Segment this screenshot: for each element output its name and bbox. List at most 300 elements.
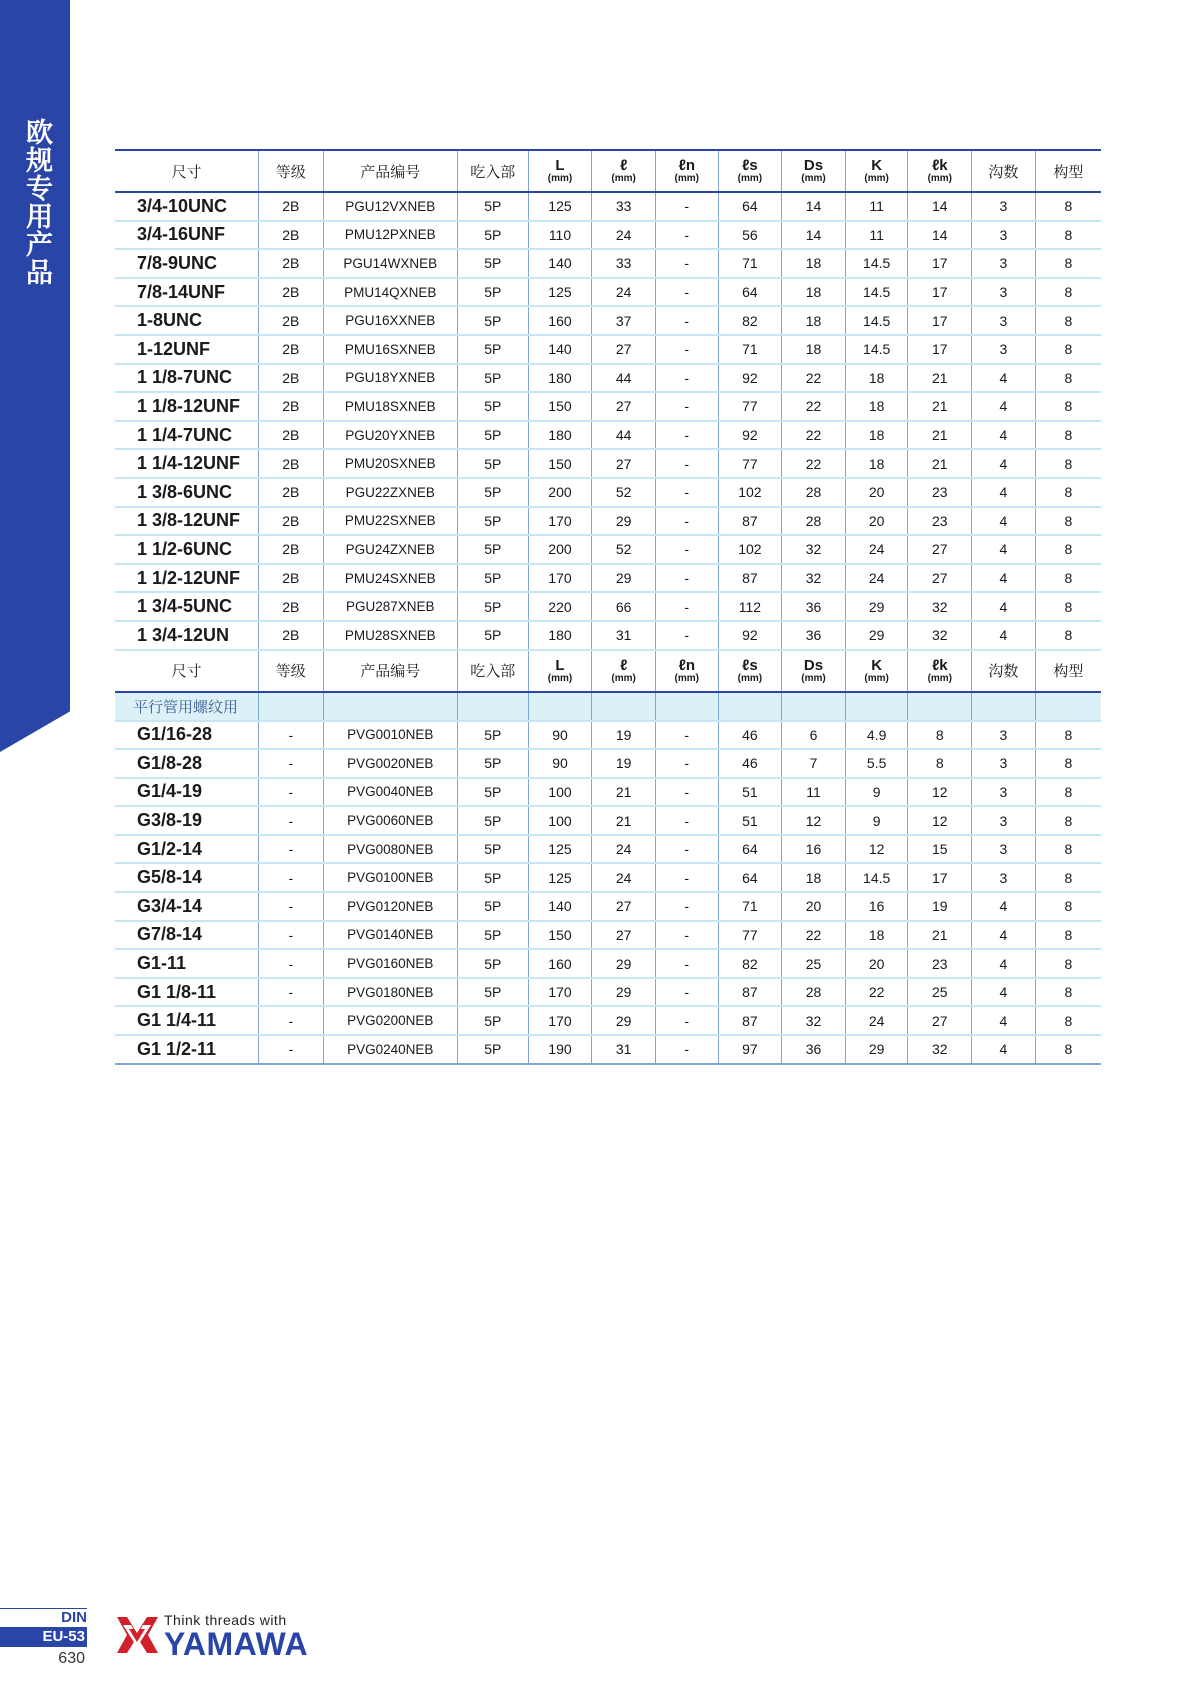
table-cell: 97 [718, 1035, 782, 1064]
table-cell: 5P [457, 564, 528, 593]
table-cell: 8 [1035, 978, 1101, 1007]
table-cell: 20 [845, 478, 908, 507]
table-row [115, 921, 1101, 950]
table-cell: 5P [457, 749, 528, 778]
table-cell: 5P [457, 278, 528, 307]
table-cell: 25 [908, 978, 972, 1007]
table-cell: 27 [592, 335, 656, 364]
thread-size-cell: G3/4-14 [115, 892, 258, 921]
table-cell: 125 [528, 863, 592, 892]
table-cell: 5P [457, 421, 528, 450]
table-cell: 2B [258, 592, 323, 621]
header-ds [782, 650, 846, 692]
table-cell: 56 [718, 221, 782, 250]
section-cell [972, 692, 1036, 721]
header-unit: (mm) [864, 672, 889, 684]
header-k [845, 650, 908, 692]
table-cell: 52 [592, 535, 656, 564]
product-code-cell: PVG0040NEB [323, 778, 457, 807]
thread-size-cell: 1 3/4-12UN [115, 621, 258, 650]
header-ln [655, 650, 718, 692]
table-cell: 92 [718, 621, 782, 650]
table-cell: 8 [1035, 863, 1101, 892]
table-cell: 2B [258, 507, 323, 536]
table-cell: 2B [258, 249, 323, 278]
table-cell: 14.5 [845, 249, 908, 278]
table-cell: 5P [457, 449, 528, 478]
table-cell: 3 [972, 306, 1036, 335]
product-code-cell: PMU18SXNEB [323, 392, 457, 421]
header-unit: (mm) [864, 173, 889, 184]
table-cell: 8 [908, 749, 972, 778]
table-cell: 24 [845, 1006, 908, 1035]
table-cell: 14.5 [845, 306, 908, 335]
table-cell: 5P [457, 592, 528, 621]
header-l [528, 650, 592, 692]
table-cell: 8 [1035, 535, 1101, 564]
table-cell: 170 [528, 507, 592, 536]
section-cell [718, 692, 782, 721]
thread-size-cell: G1 1/8-11 [115, 978, 258, 1007]
table-cell: 4 [972, 892, 1036, 921]
product-code-cell: PMU12PXNEB [323, 221, 457, 250]
table-cell: 31 [592, 1035, 656, 1064]
table-cell: 21 [908, 421, 972, 450]
header-grade: 等级 [258, 150, 323, 192]
table-cell: 12 [908, 806, 972, 835]
table-cell: - [655, 421, 718, 450]
table-cell: 92 [718, 421, 782, 450]
table-cell: 52 [592, 478, 656, 507]
thread-size-cell: G1/8-28 [115, 749, 258, 778]
table-cell: 160 [528, 949, 592, 978]
table-cell: 29 [845, 1035, 908, 1064]
thread-size-cell: 1 3/8-12UNF [115, 507, 258, 536]
table-cell: 27 [908, 564, 972, 593]
table-cell: 9 [845, 778, 908, 807]
table-cell: 2B [258, 392, 323, 421]
table-cell: - [655, 535, 718, 564]
table-cell: 2B [258, 621, 323, 650]
table-cell: 27 [908, 535, 972, 564]
table-cell: 46 [718, 721, 782, 750]
thread-size-cell: G3/8-19 [115, 806, 258, 835]
table-row [115, 449, 1101, 478]
header-ls [718, 150, 782, 192]
table-cell: 87 [718, 507, 782, 536]
table-row [115, 721, 1101, 750]
header-unit: (mm) [547, 173, 573, 184]
table-cell: - [655, 392, 718, 421]
table-cell: 200 [528, 478, 592, 507]
spec-table [115, 149, 1101, 1065]
table-cell: 4.9 [845, 721, 908, 750]
table-row [115, 392, 1101, 421]
table-cell: - [258, 921, 323, 950]
table-cell: 33 [592, 192, 656, 221]
side-tab [0, 0, 70, 752]
table-cell: 2B [258, 421, 323, 450]
table-cell: 2B [258, 449, 323, 478]
table-cell: 8 [1035, 592, 1101, 621]
table-cell: 150 [528, 449, 592, 478]
thread-size-cell: G1/2-14 [115, 835, 258, 864]
table-cell: 71 [718, 892, 782, 921]
table-cell: 44 [592, 364, 656, 393]
section-cell [592, 692, 656, 721]
table-cell: 3 [972, 278, 1036, 307]
table-cell: 31 [592, 621, 656, 650]
table-cell: - [655, 835, 718, 864]
table-cell: 21 [908, 449, 972, 478]
table-cell: 4 [972, 364, 1036, 393]
table-cell: 3 [972, 806, 1036, 835]
header-symbol: ℓn [678, 656, 695, 674]
table-cell: - [655, 249, 718, 278]
table-cell: - [655, 507, 718, 536]
table-cell: 29 [592, 564, 656, 593]
table-cell: 3 [972, 863, 1036, 892]
table-cell: - [258, 749, 323, 778]
table-cell: 22 [782, 392, 846, 421]
table-cell: 11 [845, 192, 908, 221]
section-row [115, 692, 1101, 721]
product-code-cell: PMU24SXNEB [323, 564, 457, 593]
table-cell: 3 [972, 749, 1036, 778]
table-cell: 51 [718, 806, 782, 835]
header-symbol: ℓn [678, 157, 695, 174]
table-cell: 8 [1035, 621, 1101, 650]
table-cell: - [655, 621, 718, 650]
product-code-cell: PMU14QXNEB [323, 278, 457, 307]
table-cell: 8 [1035, 421, 1101, 450]
table-cell: 14.5 [845, 278, 908, 307]
table-cell: - [258, 778, 323, 807]
footer-din-label: DIN [0, 1608, 87, 1626]
table-cell: - [258, 892, 323, 921]
table-cell: 29 [845, 592, 908, 621]
table-cell: 12 [782, 806, 846, 835]
table-cell: 22 [782, 364, 846, 393]
table-cell: - [655, 749, 718, 778]
table-cell: 32 [908, 592, 972, 621]
table-cell: 4 [972, 1035, 1036, 1064]
product-code-cell: PMU20SXNEB [323, 449, 457, 478]
table-cell: 5P [457, 1006, 528, 1035]
brand-name: YAMAWA [164, 1626, 309, 1662]
table-cell: - [655, 863, 718, 892]
table-cell: 16 [845, 892, 908, 921]
table-cell: 37 [592, 306, 656, 335]
table-cell: 3 [972, 192, 1036, 221]
table-cell: 21 [908, 392, 972, 421]
table-cell: 100 [528, 778, 592, 807]
table-cell: 22 [782, 921, 846, 950]
product-code-cell: PVG0160NEB [323, 949, 457, 978]
table-cell: 82 [718, 306, 782, 335]
table-cell: 33 [592, 249, 656, 278]
table-cell: 2B [258, 564, 323, 593]
table-cell: 5P [457, 392, 528, 421]
table-cell: - [655, 449, 718, 478]
table-cell: - [655, 564, 718, 593]
table-cell: 5P [457, 806, 528, 835]
table-cell: 18 [782, 306, 846, 335]
header-size: 尺寸 [115, 150, 258, 192]
product-code-cell: PVG0140NEB [323, 921, 457, 950]
table-cell: 77 [718, 921, 782, 950]
table-cell: 14.5 [845, 335, 908, 364]
header-ds [782, 150, 846, 192]
table-cell: 23 [908, 949, 972, 978]
table-cell: 18 [782, 278, 846, 307]
table-row [115, 421, 1101, 450]
header-symbol: ℓs [742, 656, 758, 674]
header-type: 构型 [1035, 150, 1101, 192]
table-cell: 19 [592, 721, 656, 750]
table-cell: 8 [1035, 478, 1101, 507]
table-row [115, 306, 1101, 335]
table-cell: 51 [718, 778, 782, 807]
table-cell: 29 [592, 978, 656, 1007]
table-cell: 18 [782, 249, 846, 278]
table-cell: 2B [258, 278, 323, 307]
thread-size-cell: 1-8UNC [115, 306, 258, 335]
table-row [115, 335, 1101, 364]
header-unit: (mm) [737, 672, 763, 684]
table-cell: 8 [1035, 449, 1101, 478]
product-code-cell: PMU16SXNEB [323, 335, 457, 364]
product-code-cell: PGU287XNEB [323, 592, 457, 621]
table-cell: 5P [457, 364, 528, 393]
table-cell: 19 [908, 892, 972, 921]
table-cell: - [655, 364, 718, 393]
table-cell: 8 [1035, 192, 1101, 221]
header-symbol: ℓk [931, 656, 948, 674]
header-ls [718, 650, 782, 692]
table-cell: 8 [1035, 364, 1101, 393]
table-cell: 5P [457, 192, 528, 221]
section-cell [528, 692, 592, 721]
table-cell: 7 [782, 749, 846, 778]
table-cell: 5P [457, 778, 528, 807]
table-cell: 27 [908, 1006, 972, 1035]
section-cell [908, 692, 972, 721]
table-cell: 140 [528, 892, 592, 921]
table-cell: 190 [528, 1035, 592, 1064]
table-cell: 87 [718, 1006, 782, 1035]
product-code-cell: PVG0100NEB [323, 863, 457, 892]
table-cell: - [655, 221, 718, 250]
table-cell: 24 [845, 535, 908, 564]
table-cell: 18 [845, 364, 908, 393]
page-number: 630 [58, 1650, 85, 1667]
table-cell: 4 [972, 507, 1036, 536]
table-cell: 23 [908, 478, 972, 507]
header-symbol: K [871, 656, 883, 674]
table-cell: 8 [1035, 921, 1101, 950]
table-cell: 3 [972, 721, 1036, 750]
table-cell: 2B [258, 306, 323, 335]
section-cell [1035, 692, 1101, 721]
table-cell: 17 [908, 278, 972, 307]
yamawa-logo-icon [115, 1613, 160, 1657]
table-cell: 22 [782, 449, 846, 478]
table-cell: 150 [528, 392, 592, 421]
table-cell: 92 [718, 364, 782, 393]
table-cell: 2B [258, 335, 323, 364]
table-cell: 23 [908, 507, 972, 536]
header-flutes: 沟数 [972, 650, 1036, 692]
table-row [115, 863, 1101, 892]
header-symbol: Ds [803, 656, 824, 674]
table-cell: 5P [457, 507, 528, 536]
thread-size-cell: 1 1/4-7UNC [115, 421, 258, 450]
table-cell: 77 [718, 392, 782, 421]
table-row [115, 535, 1101, 564]
table-cell: 32 [908, 1035, 972, 1064]
table-cell: - [655, 1006, 718, 1035]
table-cell: 150 [528, 921, 592, 950]
product-code-cell: PVG0060NEB [323, 806, 457, 835]
thread-size-cell: 1 3/8-6UNC [115, 478, 258, 507]
table-cell: 18 [845, 392, 908, 421]
table-cell: 36 [782, 1035, 846, 1064]
header-unit: (mm) [927, 173, 953, 184]
table-row [115, 192, 1101, 221]
table-cell: 27 [592, 892, 656, 921]
table-cell: 4 [972, 392, 1036, 421]
thread-size-cell: G5/8-14 [115, 863, 258, 892]
table-cell: 8 [1035, 1035, 1101, 1064]
section-cell [457, 692, 528, 721]
product-code-cell: PVG0120NEB [323, 892, 457, 921]
table-cell: - [258, 1035, 323, 1064]
table-cell: 5P [457, 892, 528, 921]
table-cell: 77 [718, 449, 782, 478]
table-cell: - [258, 1006, 323, 1035]
table-cell: 8 [1035, 278, 1101, 307]
table-cell: 2B [258, 364, 323, 393]
header-grade: 等级 [258, 650, 323, 692]
table-cell: 4 [972, 564, 1036, 593]
header-symbol: ℓk [931, 157, 948, 174]
table-cell: 200 [528, 535, 592, 564]
table-cell: - [655, 278, 718, 307]
header-chamfer: 吃入部 [457, 150, 528, 192]
table-cell: 8 [1035, 835, 1101, 864]
table-cell: 5P [457, 949, 528, 978]
table-cell: 19 [592, 749, 656, 778]
thread-size-cell: 1 3/4-5UNC [115, 592, 258, 621]
table-cell: - [258, 806, 323, 835]
table-cell: 64 [718, 192, 782, 221]
table-cell: 4 [972, 535, 1036, 564]
table-cell: 12 [908, 778, 972, 807]
table-cell: 29 [592, 949, 656, 978]
table-row [115, 1006, 1101, 1035]
table-cell: 24 [592, 221, 656, 250]
thread-size-cell: G1 1/2-11 [115, 1035, 258, 1064]
table-cell: 87 [718, 564, 782, 593]
header-unit: (mm) [547, 672, 573, 684]
table-cell: 21 [592, 806, 656, 835]
table-cell: - [258, 835, 323, 864]
section-cell [323, 692, 457, 721]
table-cell: 8 [1035, 507, 1101, 536]
table-cell: 14 [782, 192, 846, 221]
thread-size-cell: 3/4-16UNF [115, 221, 258, 250]
product-code-cell: PGU14WXNEB [323, 249, 457, 278]
table-cell: 8 [1035, 221, 1101, 250]
table-cell: - [655, 1035, 718, 1064]
section-cell [655, 692, 718, 721]
table-cell: 9 [845, 806, 908, 835]
table-cell: 5P [457, 721, 528, 750]
thread-size-cell: G1/16-28 [115, 721, 258, 750]
table-cell: 32 [782, 535, 846, 564]
table-cell: 2B [258, 478, 323, 507]
table-cell: 24 [592, 278, 656, 307]
table-cell: 125 [528, 278, 592, 307]
table-cell: 8 [1035, 249, 1101, 278]
table-row [115, 835, 1101, 864]
thread-size-cell: 1 1/4-12UNF [115, 449, 258, 478]
table-cell: 2B [258, 221, 323, 250]
header-unit: (mm) [737, 173, 763, 184]
table-cell: - [655, 806, 718, 835]
table-cell: 4 [972, 592, 1036, 621]
table-row [115, 221, 1101, 250]
header-symbol: L [555, 157, 565, 174]
table-row [115, 1035, 1101, 1064]
table-row [115, 478, 1101, 507]
table-cell: 64 [718, 835, 782, 864]
table-cell: 64 [718, 863, 782, 892]
table-row [115, 978, 1101, 1007]
table-cell: 3 [972, 835, 1036, 864]
thread-size-cell: G1/4-19 [115, 778, 258, 807]
table-cell: 32 [782, 564, 846, 593]
table-cell: - [655, 978, 718, 1007]
header-unit: (mm) [674, 672, 699, 684]
table-cell: - [655, 949, 718, 978]
header-unit: (mm) [674, 173, 699, 184]
table-cell: 8 [1035, 806, 1101, 835]
header-unit: (mm) [801, 173, 826, 184]
table-cell: 160 [528, 306, 592, 335]
header-unit: (mm) [611, 672, 636, 684]
table-cell: 27 [592, 921, 656, 950]
table-cell: 82 [718, 949, 782, 978]
table-row [115, 892, 1101, 921]
product-code-cell: PVG0020NEB [323, 749, 457, 778]
table-cell: 27 [592, 392, 656, 421]
header-lk [908, 650, 972, 692]
table-cell: 14 [908, 192, 972, 221]
table-cell: - [258, 949, 323, 978]
table-cell: 87 [718, 978, 782, 1007]
table-row [115, 364, 1101, 393]
table-cell: 27 [592, 449, 656, 478]
table-cell: 4 [972, 621, 1036, 650]
table-cell: 12 [845, 835, 908, 864]
header-lk [908, 150, 972, 192]
header-symbol: ℓ [619, 157, 628, 174]
header-code: 产品编号 [323, 650, 457, 692]
section-cell [258, 692, 323, 721]
thread-size-cell: 1 1/2-12UNF [115, 564, 258, 593]
